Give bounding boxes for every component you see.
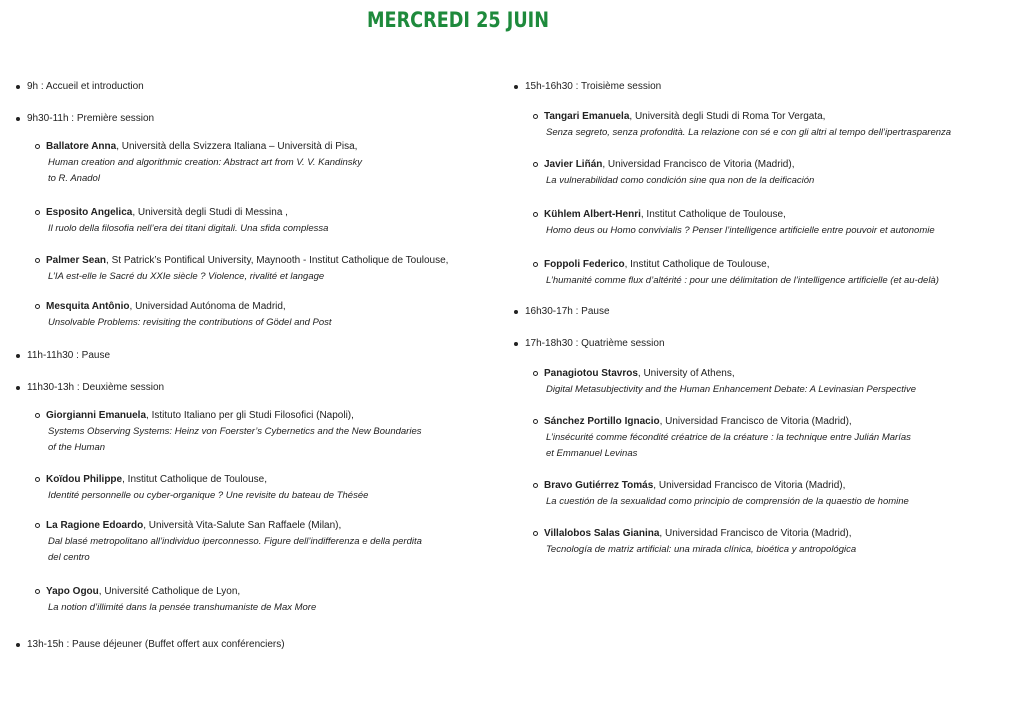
circle-bullet-icon <box>533 419 538 424</box>
program-column-left <box>14 80 484 651</box>
circle-bullet-icon <box>533 531 538 536</box>
session-label: 15h-16h30 : Troisième session <box>525 81 662 92</box>
talk-title: Systems Observing Systems: Heinz von Foerster’s Cybernetics and the New Boundaries <box>48 426 422 437</box>
speaker-affiliation: , Universidad Francisco de Vitoria (Madrid), <box>659 528 852 539</box>
session-item <box>512 337 1012 350</box>
talk-title: of the Human <box>48 442 106 453</box>
speaker-name: Palmer Sean <box>46 255 107 266</box>
talk-title: del centro <box>48 552 90 563</box>
talk-title: L’IA est-elle le Sacré du XXIe siècle ? Violence, rivalité et langage <box>48 271 325 282</box>
talk-title: La notion d’illimité dans la pensée transhumaniste de Max More <box>48 602 317 613</box>
session-item <box>14 638 484 651</box>
talk-item <box>512 414 1012 462</box>
talk-item <box>14 518 484 566</box>
speaker-name: Foppoli Federico <box>544 259 625 270</box>
bullet-icon <box>514 85 518 89</box>
speaker-name: Koïdou Philippe <box>46 474 123 485</box>
speaker-affiliation: , Università Vita-Salute San Raffaele (Milan), <box>143 520 342 531</box>
session-label: 11h30-13h : Deuxième session <box>27 382 165 393</box>
talk-title: Dal blasé metropolitano all’individuo iperconnesso. Figure dell’indifferenza e della perdita <box>48 536 422 547</box>
circle-bullet-icon <box>533 371 538 376</box>
session-label: 9h : Accueil et introduction <box>27 81 144 92</box>
speaker-name: Villalobos Salas Gianina <box>544 528 660 539</box>
program-column-right <box>512 80 1012 558</box>
speaker-name: Esposito Angelica <box>46 207 133 218</box>
speaker-affiliation: , Institut Catholique de Toulouse, <box>624 259 770 270</box>
talk-title: L’insécurité comme fécondité créatrice de la créature : la technique entre Julián Marías <box>546 432 911 443</box>
speaker-affiliation: , Universidad Francisco de Vitoria (Madrid), <box>659 416 852 427</box>
speaker-affiliation: , Universidad Autónoma de Madrid, <box>129 301 286 312</box>
talk-title: Human creation and algorithmic creation: Abstract art from V. V. Kandinsky <box>48 157 362 168</box>
bullet-icon <box>16 643 20 647</box>
talk-item <box>512 257 1012 289</box>
talk-item <box>14 253 484 285</box>
circle-bullet-icon <box>533 262 538 267</box>
session-label: 16h30-17h : Pause <box>525 306 610 317</box>
bullet-icon <box>16 386 20 390</box>
session-label: 13h-15h : Pause déjeuner (Buffet offert aux conférenciers) <box>27 639 285 650</box>
session-item <box>14 381 484 394</box>
circle-bullet-icon <box>533 114 538 119</box>
talk-title: Identité personnelle ou cyber-organique ? Une revisite du bateau de Thésée <box>48 490 369 501</box>
circle-bullet-icon <box>35 413 40 418</box>
talk-item <box>512 157 1012 189</box>
talk-title: La cuestión de la sexualidad como principio de comprensión de la quaestio de homine <box>546 496 909 507</box>
session-label: 17h-18h30 : Quatrième session <box>525 338 665 349</box>
circle-bullet-icon <box>35 210 40 215</box>
talk-title: Tecnología de matriz artificial: una mirada clínica, bioética y antropológica <box>546 544 857 555</box>
talk-item <box>14 408 484 456</box>
bullet-icon <box>16 117 20 121</box>
speaker-name: Tangari Emanuela <box>544 111 630 122</box>
session-item <box>512 305 1012 318</box>
speaker-affiliation: , Institut Catholique de Toulouse, <box>640 209 786 220</box>
speaker-name: Sánchez Portillo Ignacio <box>544 416 660 427</box>
talk-item <box>14 139 484 187</box>
speaker-name: Bravo Gutiérrez Tomás <box>544 480 654 491</box>
talk-title: to R. Anadol <box>48 173 100 184</box>
talk-item <box>512 478 1012 510</box>
bullet-icon <box>16 354 20 358</box>
talk-item <box>14 472 484 504</box>
speaker-name: Javier Liñán <box>544 159 603 170</box>
session-item <box>512 80 1012 93</box>
talk-title: Unsolvable Problems: revisiting the contributions of Gödel and Post <box>48 317 332 328</box>
circle-bullet-icon <box>35 304 40 309</box>
speaker-affiliation: , Institut Catholique de Toulouse, <box>122 474 268 485</box>
speaker-affiliation: , Istituto Italiano per gli Studi Filosofici (Napoli), <box>146 410 354 421</box>
talk-item <box>512 109 1012 141</box>
speaker-affiliation: , Université Catholique de Lyon, <box>98 586 241 597</box>
session-label: 9h30-11h : Première session <box>27 113 155 124</box>
circle-bullet-icon <box>35 258 40 263</box>
speaker-name: Giorgianni Emanuela <box>46 410 147 421</box>
talk-title: Homo deus ou Homo convivialis ? Penser l’intelligence artificielle entre pouvoir et autonomie <box>546 225 935 236</box>
talk-title: Senza segreto, senza profondità. La relazione con sé e con gli altri al tempo dell’ipertrasparenza <box>546 127 952 138</box>
speaker-name: La Ragione Edoardo <box>46 520 144 531</box>
speaker-name: Ballatore Anna <box>46 141 117 152</box>
bullet-icon <box>514 310 518 314</box>
talk-item <box>14 584 484 616</box>
speaker-affiliation: , Università degli Studi di Messina , <box>132 207 288 218</box>
talk-item <box>14 205 484 237</box>
talk-title: L’humanité comme flux d’altérité : pour une délimitation de l’intelligence artificielle (et au-delà) <box>546 275 939 286</box>
circle-bullet-icon <box>35 477 40 482</box>
page-title: MERCREDI 25 JUIN <box>366 8 550 32</box>
speaker-name: Mesquita Antônio <box>46 301 130 312</box>
speaker-affiliation: , Universidad Francisco de Vitoria (Madrid), <box>653 480 846 491</box>
speaker-affiliation: , Università della Svizzera Italiana – Università di Pisa, <box>116 141 358 152</box>
circle-bullet-icon <box>533 483 538 488</box>
session-item <box>14 80 484 93</box>
speaker-affiliation: , Università degli Studi di Roma Tor Vergata, <box>629 111 826 122</box>
session-label: 11h-11h30 : Pause <box>27 350 111 361</box>
session-item <box>14 112 484 125</box>
circle-bullet-icon <box>533 212 538 217</box>
talk-title: Il ruolo della filosofia nell’era dei titani digitali. Una sfida complessa <box>48 223 329 234</box>
speaker-affiliation: , St Patrick’s Pontifical University, Maynooth - Institut Catholique de Toulouse, <box>106 255 449 266</box>
talk-title: Digital Metasubjectivity and the Human Enhancement Debate: A Levinasian Perspective <box>546 384 916 395</box>
talk-title: La vulnerabilidad como condición sine qua non de la deificación <box>546 175 815 186</box>
circle-bullet-icon <box>35 589 40 594</box>
talk-item <box>512 207 1012 239</box>
talk-item <box>14 299 484 331</box>
talk-item <box>512 366 1012 398</box>
speaker-affiliation: , Universidad Francisco de Vitoria (Madrid), <box>602 159 795 170</box>
circle-bullet-icon <box>533 162 538 167</box>
speaker-name: Yapo Ogou <box>46 586 99 597</box>
speaker-name: Kühlem Albert-Henri <box>544 209 641 220</box>
talk-item <box>512 526 1012 558</box>
circle-bullet-icon <box>35 523 40 528</box>
session-item <box>14 349 484 362</box>
circle-bullet-icon <box>35 144 40 149</box>
speaker-name: Panagiotou Stavros <box>544 368 638 379</box>
speaker-affiliation: , University of Athens, <box>637 368 735 379</box>
bullet-icon <box>514 342 518 346</box>
talk-title: et Emmanuel Levinas <box>546 448 638 459</box>
bullet-icon <box>16 85 20 89</box>
